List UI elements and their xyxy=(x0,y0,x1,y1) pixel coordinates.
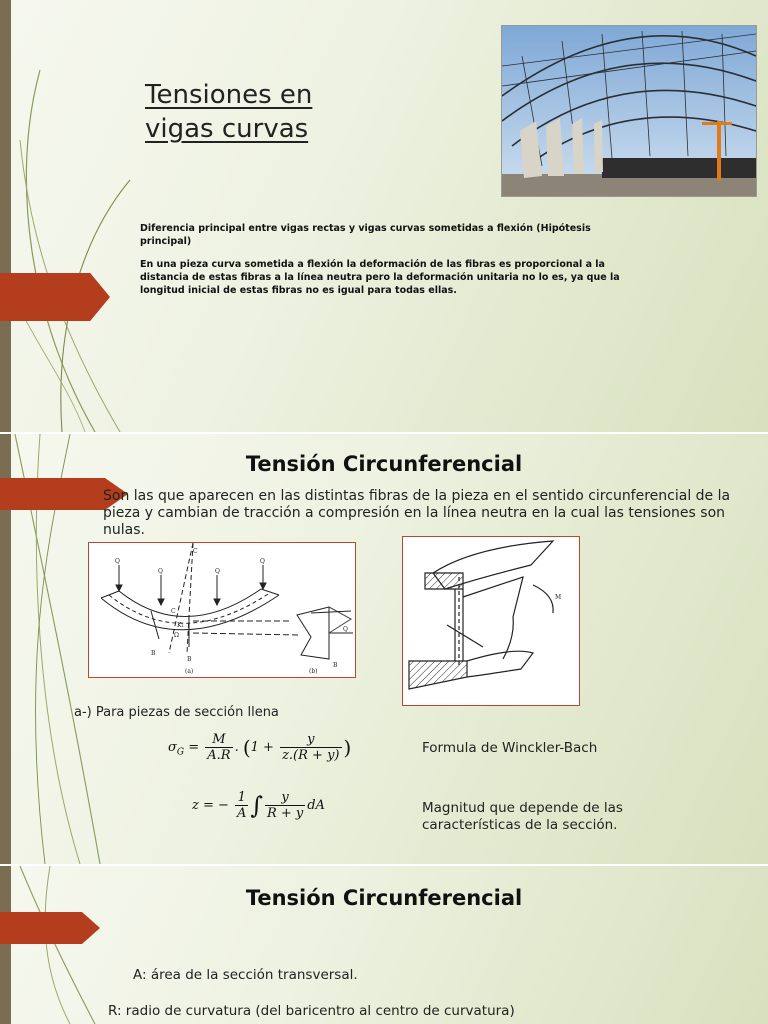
slide-title: Tensión Circunferencial xyxy=(245,886,523,910)
paragraph-1: Diferencia principal entre vigas rectas y vigas curvas sometidas a flexión (Hipótesis principal) xyxy=(140,223,591,247)
definition-a: A: área de la sección transversal. xyxy=(133,967,358,983)
svg-text:Q: Q xyxy=(343,626,348,633)
formula-1-label: Formula de Winckler-Bach xyxy=(422,740,598,756)
slide-title: Tensiones en vigas curvas xyxy=(145,80,313,144)
formula-2-label: Magnitud que depende de las características de la sección. xyxy=(422,800,623,833)
svg-text:B: B xyxy=(333,662,338,669)
paragraph-2: En una pieza curva sometida a flexión la deformación de las fibras es proporcional a la distancia de estas fibras a la línea neutra pero la deformación unitaria no lo es, ya que la longitud inicial de estas fibras no es igual para todas ellas. xyxy=(140,259,620,296)
slide-1 xyxy=(0,0,768,432)
formula-z: z = − $\frac{1}{A}$ ∫ $\frac{y}{R + y}$ dA xyxy=(192,790,325,821)
svg-text:C: C xyxy=(193,548,198,555)
svg-text:C: C xyxy=(171,608,176,615)
left-bar xyxy=(0,0,11,432)
intro-text: Son las que aparecen en las distintas fibras de la pieza en el sentido circunferencial de la pieza y cambian de tracción a compresión en la línea neutra en la cual las tensiones son nulas. xyxy=(103,488,731,538)
arrow-tab-icon xyxy=(0,273,110,321)
slide-title: Tensión Circunferencial xyxy=(245,452,523,476)
svg-text:Q: Q xyxy=(115,558,120,565)
fig-b-caption: (b) xyxy=(309,668,318,675)
slide-2 xyxy=(0,434,768,864)
svg-text:Ω: Ω xyxy=(174,632,179,639)
i-beam-figure xyxy=(402,536,580,706)
moment-label: M xyxy=(555,594,562,601)
svg-text:Q: Q xyxy=(260,558,265,565)
slide-3 xyxy=(0,866,768,1024)
vine-decoration xyxy=(0,0,140,432)
svg-text:Q: Q xyxy=(215,568,220,575)
steel-structure-photo xyxy=(501,25,757,197)
curved-beam-figure xyxy=(88,542,356,678)
fig-a-caption: (a) xyxy=(185,668,194,675)
arrow-tab-icon xyxy=(0,912,100,944)
svg-text:K₁: K₁ xyxy=(177,622,184,629)
svg-text:B: B xyxy=(187,656,192,663)
svg-text:B: B xyxy=(151,650,156,657)
svg-text:Q: Q xyxy=(158,568,163,575)
definition-r: R: radio de curvatura (del baricentro al centro de curvatura) xyxy=(108,1003,515,1019)
section-a-label: a-) Para piezas de sección llena xyxy=(74,705,279,720)
formula-winckler-bach: $\sigma_G$ = $\frac{M}{A.R}$ . (1 + $\frac{y}{z.(R + y)}$ ) xyxy=(168,732,352,763)
